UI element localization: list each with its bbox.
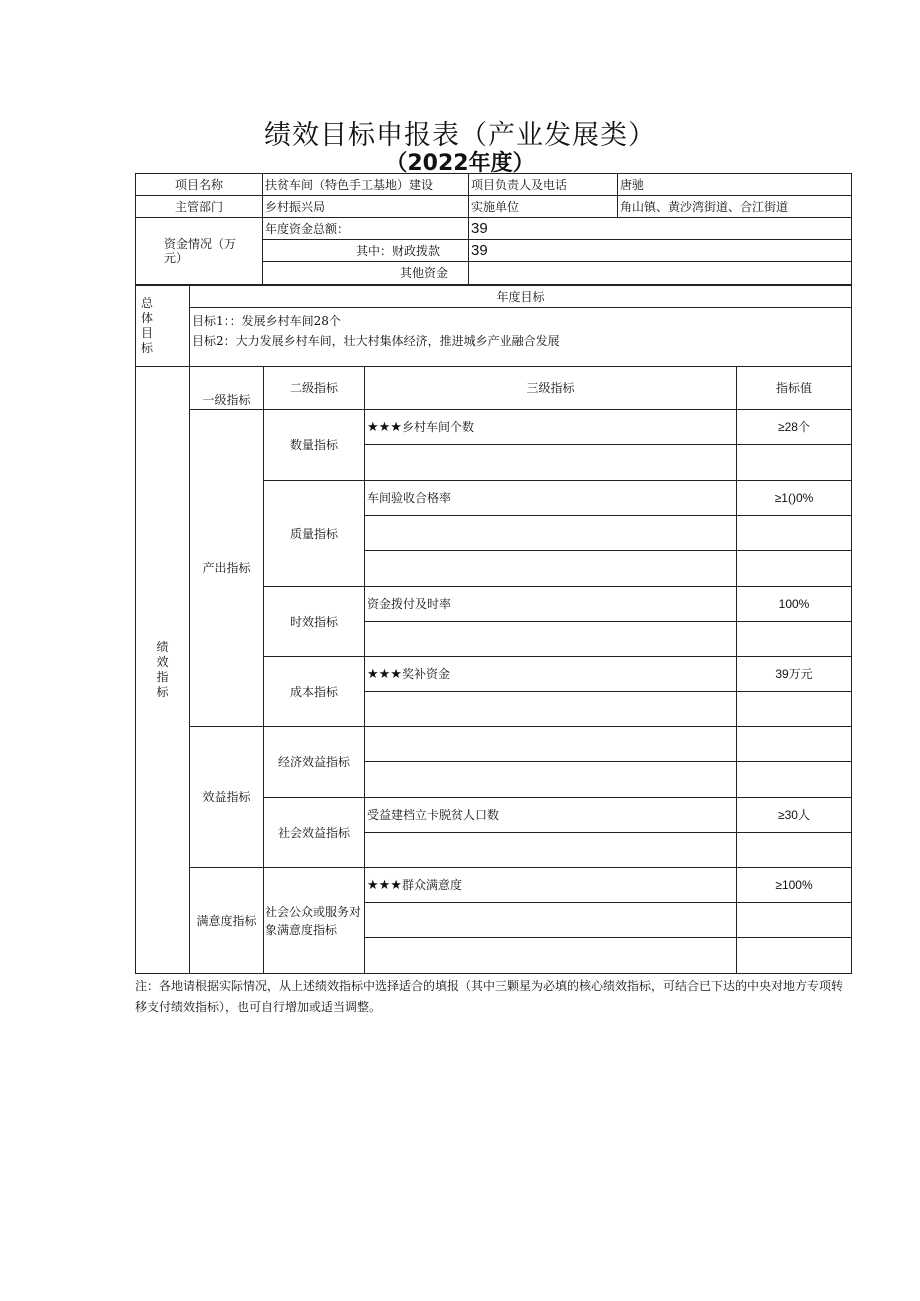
quality-row-1-name: 车间验收合格率	[365, 481, 737, 516]
quantity-row-1-name: ★★★乡村车间个数	[365, 410, 737, 445]
star-icon: ★★★	[367, 877, 402, 893]
economic-row-1-name	[365, 727, 737, 762]
public-satisfaction-label: 社会公众或服务对象满意度指标	[264, 868, 365, 974]
fiscal-label: 其中：财政拨款	[263, 240, 469, 262]
cost-indicator-label: 成本指标	[264, 657, 365, 727]
cost-row-1-value: 39万元	[737, 657, 852, 692]
annual-total-label: 年度资金总额：	[263, 218, 469, 240]
quality-row-3-value	[737, 551, 852, 587]
economic-row-2-name	[365, 762, 737, 798]
cost-row-1-name: ★★★奖补资金	[365, 657, 737, 692]
quality-row-3-name	[365, 551, 737, 587]
economic-indicator-label: 经济效益指标	[264, 727, 365, 798]
other-label: 其他资金	[263, 262, 469, 285]
timeliness-indicator-label: 时效指标	[264, 587, 365, 657]
col-level2-header: 二级指标	[264, 367, 365, 410]
footnote: 注：各地请根据实际情况，从上述绩效指标中选择适合的填报（其中三颗星为必填的核心绩效指标，可结合已下达的中央对地方专项转移支付绩效指标），也可自行增加或适当调整。	[135, 979, 844, 1014]
indicators-table	[135, 366, 852, 974]
info-table	[135, 173, 852, 218]
timeliness-row-1-name: 资金拨付及时率	[365, 587, 737, 622]
cost-row-2-value	[737, 692, 852, 727]
quality-row-2-value	[737, 516, 852, 551]
col-level3-header: 三级指标	[365, 367, 737, 410]
satisfaction-row-1-name: ★★★群众满意度	[365, 868, 737, 903]
satisfaction-row-2-value	[737, 903, 852, 938]
page-subtitle: （2022年度）	[385, 151, 535, 176]
quality-row-1-value: ≥1()0%	[737, 481, 852, 516]
benefit-indicator-label: 效益指标	[190, 727, 264, 868]
economic-row-1-value	[737, 727, 852, 762]
funds-label: 资金情况（万元）	[136, 218, 263, 285]
annual-total-value: 39	[469, 218, 852, 240]
social-row-2-name	[365, 833, 737, 868]
goals-side-label: 总 体 目 标	[136, 286, 190, 367]
social-indicator-label: 社会效益指标	[264, 798, 365, 868]
project-name-value: 扶贫车间（特色手工基地）建设	[263, 174, 469, 196]
goal-2: 目标2：大力发展乡村车间，壮大村集体经济，推进城乡产业融合发展	[192, 334, 560, 348]
output-indicator-label: 产出指标	[190, 410, 264, 727]
leader-value: 唐驰	[618, 174, 852, 196]
quantity-row-2-name	[365, 445, 737, 481]
star-icon: ★★★	[367, 419, 402, 435]
social-row-1-name: 受益建档立卡脱贫人口数	[365, 798, 737, 833]
quality-indicator-label: 质量指标	[264, 481, 365, 587]
goals-table	[135, 285, 852, 367]
project-name-label: 项目名称	[136, 174, 263, 196]
quantity-indicator-label: 数量指标	[264, 410, 365, 481]
goal-1: 目标1：：发展乡村车间28个	[192, 314, 341, 328]
impl-label: 实施单位	[469, 196, 618, 218]
page-title: 绩效目标申报表（产业发展类）	[264, 120, 656, 151]
satisfaction-row-3-value	[737, 938, 852, 974]
quality-row-2-name	[365, 516, 737, 551]
leader-label: 项目负责人及电话	[469, 174, 618, 196]
impl-value: 角山镇、黄沙湾街道、合江街道	[618, 196, 852, 218]
other-value	[469, 262, 852, 285]
satisfaction-indicator-label: 满意度指标	[190, 868, 264, 974]
col-value-header: 指标值	[737, 367, 852, 410]
economic-row-2-value	[737, 762, 852, 798]
fiscal-value: 39	[469, 240, 852, 262]
quantity-row-1-value: ≥28个	[737, 410, 852, 445]
goals-header: 年度目标	[190, 286, 852, 308]
social-row-1-value: ≥30人	[737, 798, 852, 833]
col-level1-header: 一级指标	[190, 367, 264, 410]
timeliness-row-1-value: 100%	[737, 587, 852, 622]
dept-value: 乡村振兴局	[263, 196, 469, 218]
satisfaction-row-1-value: ≥100%	[737, 868, 852, 903]
cost-row-2-name	[365, 692, 737, 727]
quantity-row-2-value	[737, 445, 852, 481]
timeliness-row-2-name	[365, 622, 737, 657]
dept-label: 主管部门	[136, 196, 263, 218]
indicators-side-label: 绩 效 指 标	[136, 367, 190, 974]
goals-content	[190, 308, 852, 367]
satisfaction-row-2-name	[365, 903, 737, 938]
social-row-2-value	[737, 833, 852, 868]
funds-table	[135, 217, 852, 285]
satisfaction-row-3-name	[365, 938, 737, 974]
timeliness-row-2-value	[737, 622, 852, 657]
star-icon: ★★★	[367, 666, 402, 682]
